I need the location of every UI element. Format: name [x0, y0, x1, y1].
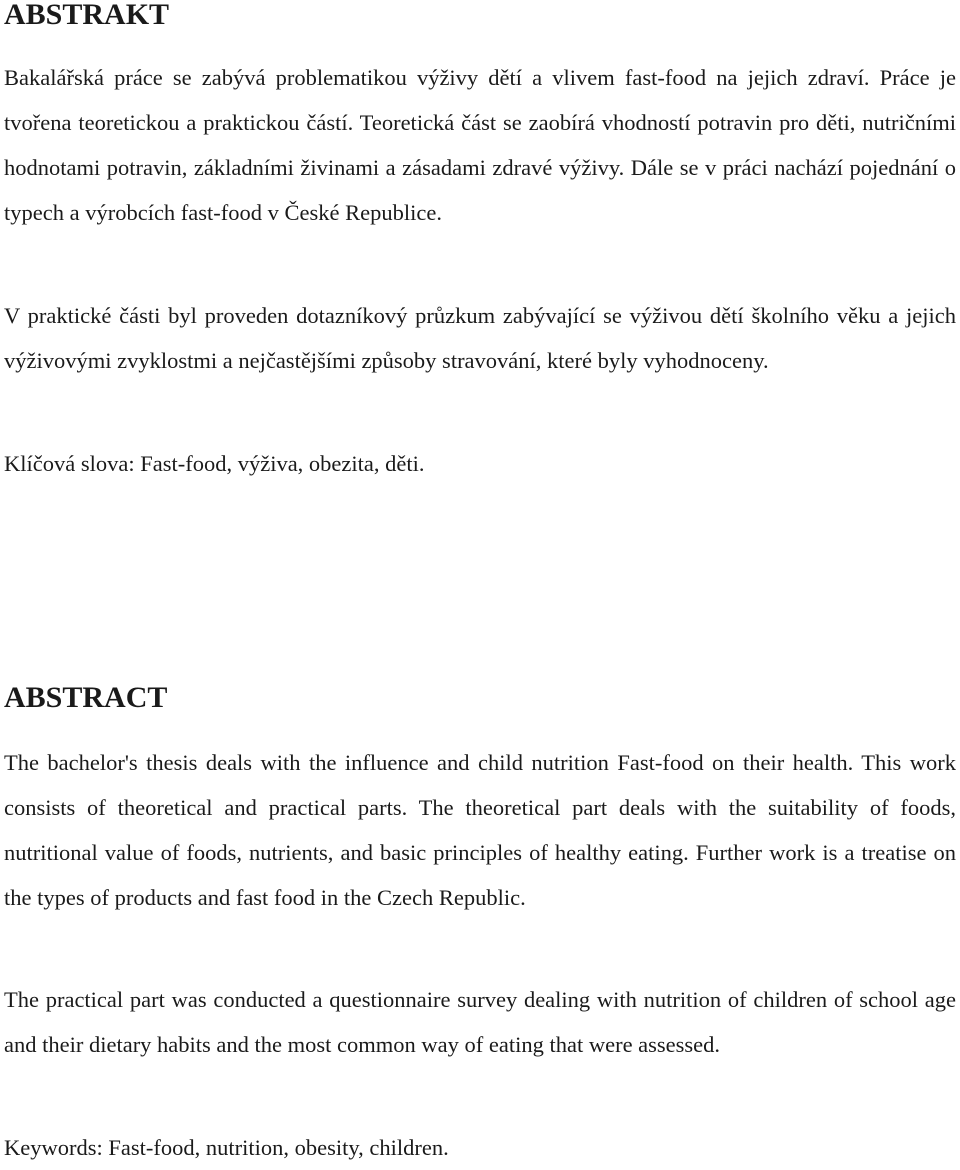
english-abstract-paragraph-2: The practical part was conducted a questionnaire survey dealing with nutrition of children of school age and their dietary habits and the most common way of eating that were assessed.: [4, 987, 956, 1057]
czech-abstract-paragraph-1: Bakalářská práce se zabývá problematikou výživy dětí a vlivem fast-food na jejich zdraví. Práce je tvořena teoretickou a praktickou částí. Teoretická část se zaobírá vhodností potravin pro děti, nutričními hodnotami potravin, základními živinami a zásadami zdravé výživy. Dále se v práci nachází pojednání o typech a výrobcích fast-food v České Republice.: [4, 65, 956, 225]
english-keywords: Keywords: Fast-food, nutrition, obesity, children.: [4, 1135, 449, 1160]
czech-abstract-heading: ABSTRAKT: [4, 0, 170, 31]
english-abstract-heading: ABSTRACT: [4, 681, 168, 714]
english-abstract-paragraph-1: The bachelor's thesis deals with the influence and child nutrition Fast-food on their health. This work consists of theoretical and practical parts. The theoretical part deals with the suitability of foods, nutritional value of foods, nutrients, and basic principles of healthy eating. Further work is a treatise on the types of products and fast food in the Czech Republic.: [4, 750, 956, 910]
czech-keywords: Klíčová slova: Fast-food, výživa, obezita, děti.: [4, 451, 425, 476]
czech-abstract-paragraph-2: V praktické části byl proveden dotazníkový průzkum zabývající se výživou dětí školního věku a jejich výživovými zvyklostmi a nejčastějšími způsoby stravování, které byly vyhodnoceny.: [4, 303, 956, 373]
